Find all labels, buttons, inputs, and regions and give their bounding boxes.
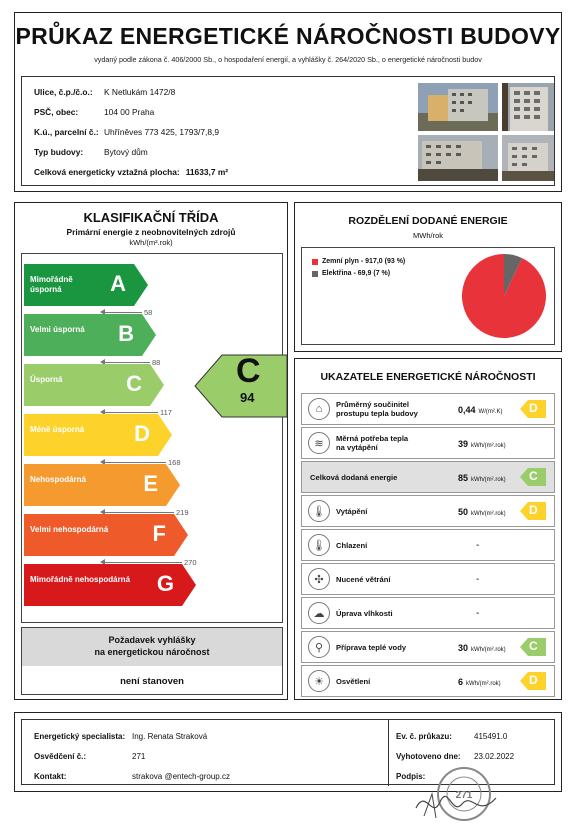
distribution-title: ROZDĚLENÍ DODANÉ ENERGIE [348,215,508,227]
class-bar-a [24,264,148,306]
indicator-label-line-1: Nucené větrání [336,575,391,584]
indicator-value: - [476,574,480,585]
indicator-label [336,677,370,686]
psc-label: PSČ, obec: [34,107,79,117]
type-row [34,147,148,157]
indicator-row [301,631,555,663]
indicator-value-group [458,473,506,483]
thermometer-plus-icon: 🌡 [308,500,330,522]
indicator-row [301,529,555,561]
class-bar-letter: F [152,521,166,546]
signature-stamp [412,758,502,826]
indicator-row [301,563,555,595]
indicator-label-line-2: prostupu tepla budovy [336,409,418,418]
fan-icon: ✣ [308,568,330,590]
class-bar-label: Velmi úsporná [30,325,85,334]
class-bar-label: Nehospodárná [30,475,87,484]
threshold-line [104,562,182,563]
building-photo-1 [418,83,498,131]
indicator-unit: kWh/(m².rok) [471,477,506,483]
indicator-value-group [458,643,506,653]
date-value: 23.02.2022 [474,752,515,761]
threshold-value: 168 [168,458,181,467]
building-photo-3 [418,135,498,181]
street-label: Ulice, č.p./č.o.: [34,87,93,97]
energy-class-scale [21,253,283,623]
threshold-value: 88 [152,358,161,367]
indicator-unit: W/(m².K) [478,409,503,415]
indicator-value: 6 [458,677,464,687]
indicator-value: - [476,608,480,619]
house-icon: ⌂ [308,398,330,420]
area-label: Celková energeticky vztažná plocha: [34,167,180,177]
thermometer-minus-icon: 🌡 [308,534,330,556]
requirement-box [21,627,283,695]
class-bar-shape [24,364,164,406]
indicator-unit: kWh/(m².rok) [471,443,506,449]
signature-label: Podpis: [396,772,426,781]
legend-gas [312,258,405,265]
energy-pie-chart [460,252,548,340]
class-bar-shape [24,314,156,356]
requirement-title-1: Požadavek vyhlášky [108,635,196,645]
footer-divider [388,720,389,786]
indicator-class-letter: C [529,639,538,653]
ku-row [34,127,219,137]
indicator-label-line-1: Úprava vlhkosti [336,609,393,618]
indicator-row [301,495,555,527]
indicator-label-line-1: Osvětlení [336,677,371,686]
indicators-panel [294,358,562,700]
street-value: K Netlukám 1472/8 [104,87,176,97]
indicator-label [336,643,406,652]
ev-value: 415491.0 [474,732,508,741]
area-value: 11633,7 m² [185,167,229,177]
indicator-value: 50 [458,507,469,517]
classification-subtitle: Primární energie z neobnovitelných zdrojů [66,227,236,237]
street-row [34,87,175,97]
threshold-value: 58 [144,308,153,317]
class-bar-g [24,564,196,606]
indicator-label [336,400,418,418]
indicator-class-badge [520,468,546,486]
humidity-icon: ☁ [308,602,330,624]
indicator-unit: kWh/(m².rok) [471,647,506,653]
class-bar-letter: G [156,571,174,596]
class-bar-letter: C [126,371,142,396]
indicator-label-line-1: Příprava teplé vody [336,643,407,652]
rating-arrow [194,354,288,418]
threshold-line [104,312,142,313]
ku-value: Uhříněves 773 425, 1793/7,8,9 [104,127,220,137]
indicator-value-group [458,405,503,415]
lightbulb-icon: ☀ [308,670,330,692]
distribution-unit: MWh/rok [413,231,443,240]
class-bar-letter: E [143,471,158,496]
indicator-value: 39 [458,439,469,449]
indicator-unit: kWh/(m².rok) [466,681,501,687]
pie-slice-gas [462,254,546,338]
classification-unit: kWh/(m².rok) [129,238,173,247]
threshold-line [104,512,174,513]
type-value: Bytový dům [104,147,148,157]
requirement-title-2: na energetickou náročnost [94,647,210,657]
indicator-value-group [458,439,506,449]
building-info-box [21,76,555,186]
indicator-label [336,434,408,452]
specialist-value: Ing. Renata Straková [132,732,208,741]
class-bar-label: Mimořádně úsporná [30,275,73,294]
area-row [34,167,228,177]
class-bar-e [24,464,180,506]
rating-value: 94 [240,390,255,405]
legend-gas-label: Zemní plyn - 917,0 (93 %) [322,258,406,265]
class-bar-label: Méně úsporná [30,425,85,434]
requirement-value: není stanoven [120,676,184,687]
specialist-label: Energetický specialista: [34,732,126,741]
threshold-value: 219 [176,508,189,517]
building-photo-2 [502,83,554,131]
threshold-line [104,462,166,463]
indicator-label [336,575,390,584]
class-bar-label: Mimořádně nehospodárná [30,575,131,584]
indicator-label [336,507,367,516]
indicator-row [301,597,555,629]
indicator-value: 30 [458,643,469,653]
contact-label: Kontakt: [34,772,67,781]
heat-waves-icon: ≋ [308,432,330,454]
legend-electricity-label: Elektřina - 69,9 (7 %) [322,270,391,277]
indicator-class-letter: D [529,673,538,687]
class-bar-letter: B [118,321,134,346]
indicator-unit: kWh/(m².rok) [471,511,506,517]
indicator-label-line-1: Chlazení [336,541,368,550]
class-bar-c [24,364,164,406]
indicator-label [336,609,393,618]
indicator-label-line-1: Průměrný součinitel [336,400,410,409]
rating-class-letter: C [236,352,261,390]
threshold-value: 117 [160,408,172,417]
indicator-label [336,541,367,550]
indicator-label-line-2: na vytápění [336,443,378,452]
indicator-class-badge [520,502,546,520]
class-bar-label: Velmi nehospodárná [30,525,109,534]
building-photos [418,83,554,181]
indicator-value-group [458,507,506,517]
ku-label: K.ú., parcelní č.: [34,127,99,137]
type-label: Typ budovy: [34,147,84,157]
distribution-chart-box [301,247,555,345]
svg-text:271: 271 [455,790,473,801]
indicator-value: - [476,540,480,551]
requirement-header [22,628,282,666]
faucet-icon: ⚲ [308,636,330,658]
indicator-row [301,461,555,493]
cert-value: 271 [132,752,146,761]
indicator-class-letter: C [529,469,538,483]
building-photo-4 [502,135,554,181]
legend-electricity [312,270,390,277]
indicator-label [310,473,397,482]
ev-label: Ev. č. průkazu: [396,732,452,741]
contact-value: strakova @entech-group.cz [132,772,230,781]
class-bar-b [24,314,156,356]
indicator-row [301,427,555,459]
indicator-label-line-1: Vytápění [336,507,368,516]
certificate-subtitle: vydaný podle zákona č. 406/2000 Sb., o hospodaření energií, a vyhlášky č. 264/2020 Sb., o energetické náročnosti budov [94,55,482,64]
classification-title: KLASIFIKAČNÍ TŘÍDA [83,210,219,225]
threshold-line [104,362,150,363]
legend-electricity-swatch [312,271,318,277]
class-bar-label: Úsporná [30,375,63,384]
legend-gas-swatch [312,259,318,265]
indicator-class-badge [520,400,546,418]
class-bar-letter: A [110,271,126,296]
indicator-label-line-1: Měrná potřeba tepla [336,434,409,443]
indicator-value: 85 [458,473,469,483]
indicator-label-line-1: Celková dodaná energie [310,473,398,482]
psc-row [34,107,154,117]
cert-label: Osvědčení č.: [34,752,87,761]
date-label: Vyhotoveno dne: [396,752,461,761]
classification-panel [14,202,288,700]
energy-distribution-panel [294,202,562,352]
indicator-value-group [458,677,501,687]
indicator-class-letter: D [529,401,538,415]
indicator-class-badge [520,638,546,656]
indicators-title: UKAZATELE ENERGETICKÉ NÁROČNOSTI [301,365,555,389]
class-bar-letter: D [134,421,150,446]
certificate-header [14,12,562,192]
psc-value: 104 00 Praha [104,107,155,117]
certificate-title: PRŮKAZ ENERGETICKÉ NÁROČNOSTI BUDOVY [15,23,561,49]
class-bar-f [24,514,188,556]
indicator-value: 0,44 [458,405,476,415]
indicator-row [301,665,555,697]
indicator-row [301,393,555,425]
indicator-class-letter: D [529,503,538,517]
threshold-line [104,412,158,413]
indicator-class-badge [520,672,546,690]
threshold-value: 270 [184,558,197,567]
class-bar-d [24,414,172,456]
